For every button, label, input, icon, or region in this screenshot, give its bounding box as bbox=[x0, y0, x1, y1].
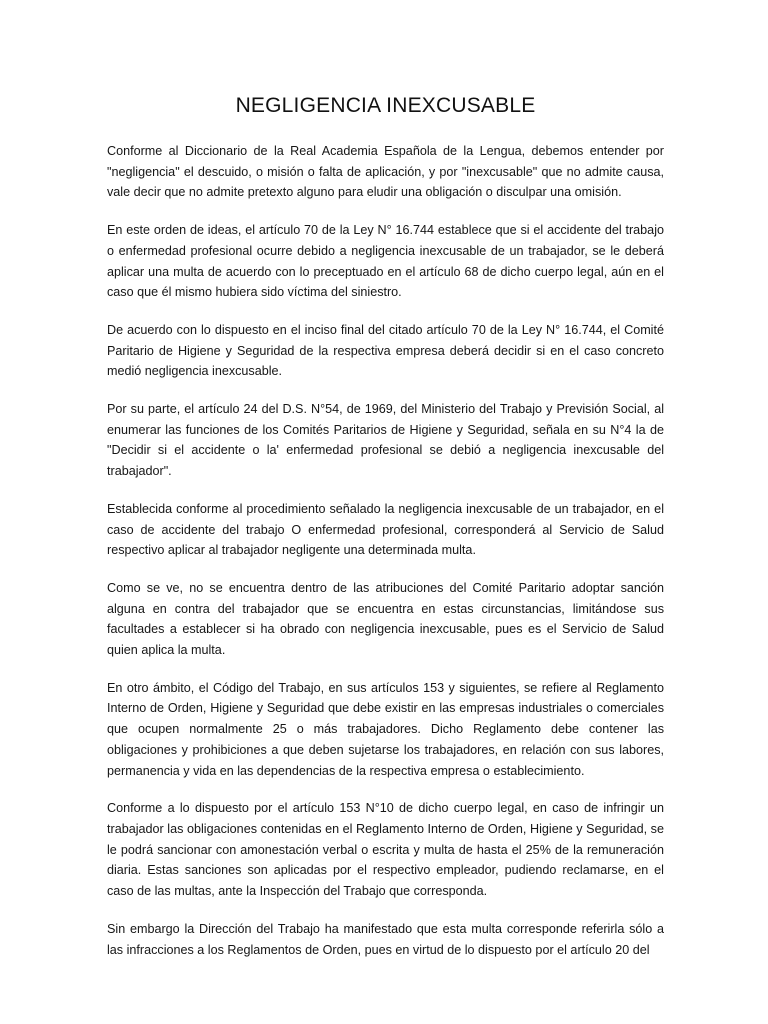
paragraph-5: Establecida conforme al procedimiento señalado la negligencia inexcusable de un trabajador, en el caso de accidente del trabajo O enfermedad profesional, corresponderá al Servicio de Salud respectivo aplicar al trabajador negligente una determinada multa. bbox=[107, 501, 664, 558]
paragraph-3: De acuerdo con lo dispuesto en el inciso final del citado artículo 70 de la Ley N° 16.744, el Comité Paritario de Higiene y Seguridad de la respectiva empresa deberá decidir si en el caso concreto medió negligencia inexcusable. bbox=[107, 322, 664, 379]
document-title: NEGLIGENCIA INEXCUSABLE bbox=[235, 94, 536, 117]
paragraph-6: Como se ve, no se encuentra dentro de las atribuciones del Comité Paritario adoptar sanción alguna en contra del trabajador que se encuentra en estas circunstancias, limitándose sus facultades a establecer si ha obrado con negligencia inexcusable, pues es el Servicio de Salud quien aplica la multa. bbox=[107, 580, 664, 658]
paragraph-4: Por su parte, el artículo 24 del D.S. N°54, de 1969, del Ministerio del Trabajo y Previsión Social, al enumerar las funciones de los Comités Paritarios de Higiene y Seguridad, señala en su N°4 la de "Decidir si el accidente o la' enfermedad profesional se debió a negligencia inexcusable del trabajador". bbox=[107, 402, 664, 479]
paragraph-9: Sin embargo la Dirección del Trabajo ha manifestado que esta multa corresponde referirla sólo a las infracciones a los Reglamentos de Orden, pues en virtud de lo dispuesto por el artículo 20 del bbox=[107, 921, 664, 957]
paragraph-2: En este orden de ideas, el artículo 70 de la Ley N° 16.744 establece que si el accidente del trabajo o enfermedad profesional ocurre debido a negligencia inexcusable de un trabajador, se le deberá aplicar una multa de acuerdo con lo preceptuado en el artículo 68 de dicho cuerpo legal, aún en el caso que él mismo hubiera sido víctima del siniestro. bbox=[107, 223, 664, 300]
paragraph-1: Conforme al Diccionario de la Real Academia Española de la Lengua, debemos entender por "negligencia" el descuido, o misión o falta de aplicación, y por "inexcusable" que no admite causa, vale decir que no admite pretexto alguno para eludir una obligación o disculpar una omisión. bbox=[107, 144, 664, 200]
paragraph-8: Conforme a lo dispuesto por el artículo 153 N°10 de dicho cuerpo legal, en caso de infringir un trabajador las obligaciones contenidas en el Reglamento Interno de Orden, Higiene y Seguridad, se le podrá sancionar con amonestación verbal o escrita y multa de hasta el 25% de la remuneración diaria. Estas sanciones son aplicadas por el respectivo empleador, pudiendo reclamarse, en el caso de las multas, ante la Inspección del Trabajo que corresponda. bbox=[107, 801, 664, 899]
paragraph-7: En otro ámbito, el Código del Trabajo, en sus artículos 153 y siguientes, se refiere al Reglamento Interno de Orden, Higiene y Seguridad que debe existir en las empresas industriales o comerciales que ocupen normalmente 25 o más trabajadores. Dicho Reglamento debe contener las obligaciones y prohibiciones a que deben sujetarse los trabajadores, en relación con sus labores, permanencia y vida en las dependencias de la respectiva empresa o establecimiento. bbox=[107, 680, 664, 778]
